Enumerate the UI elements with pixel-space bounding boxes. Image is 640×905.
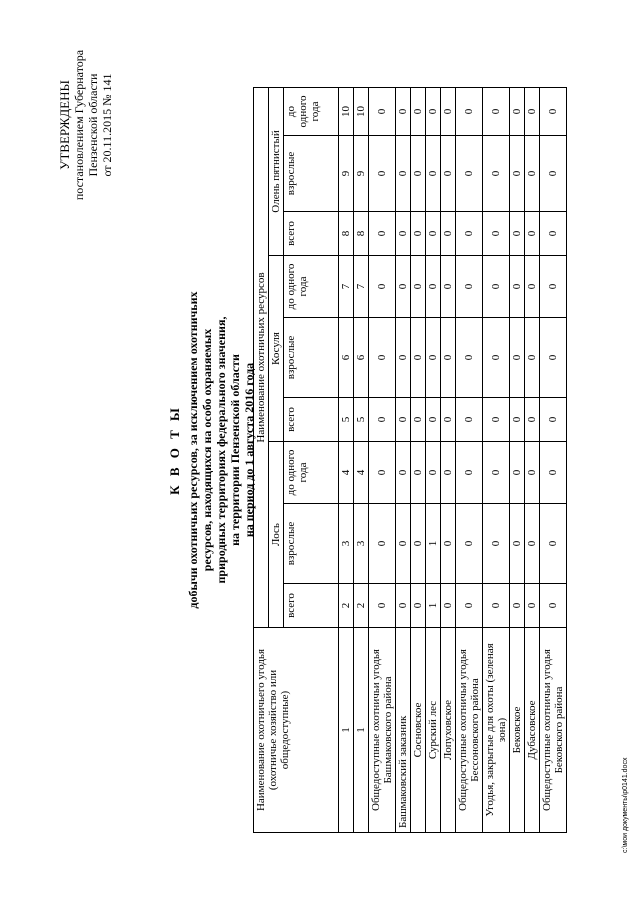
- row-quota-value: 0: [411, 584, 426, 628]
- row-hunting-ground-name: Общедоступные охотничьи угодья Бековского района: [540, 628, 567, 833]
- row-quota-value: 0: [411, 136, 426, 212]
- row-quota-value: 10: [354, 88, 369, 136]
- row-quota-value: 7: [354, 256, 369, 318]
- row-quota-value: 0: [456, 318, 483, 398]
- header-species-moose: Лось: [269, 442, 284, 628]
- quota-table: [253, 87, 567, 833]
- row-quota-value: 0: [525, 136, 540, 212]
- row-hunting-ground-name: Сурский лес: [426, 628, 441, 833]
- row-quota-value: 0: [411, 398, 426, 442]
- row-quota-value: 0: [396, 398, 411, 442]
- row-quota-value: 0: [441, 504, 456, 584]
- row-quota-value: 5: [354, 398, 369, 442]
- row-quota-value: 0: [540, 398, 567, 442]
- subheader-under-one-year: до одного года: [284, 256, 339, 318]
- row-quota-value: 0: [525, 256, 540, 318]
- row-quota-value: 0: [483, 504, 510, 584]
- subheader-adults: взрослые: [284, 504, 339, 584]
- row-quota-value: 9: [339, 136, 354, 212]
- row-hunting-ground-name: Башмаковский заказник: [396, 628, 411, 833]
- row-quota-value: 4: [339, 442, 354, 504]
- row-quota-value: 1: [426, 504, 441, 584]
- row-quota-value: 0: [369, 504, 396, 584]
- row-quota-value: 0: [510, 88, 525, 136]
- row-quota-value: 0: [456, 136, 483, 212]
- row-quota-value: 0: [396, 584, 411, 628]
- header-species-sika-deer: Олень пятнистый: [269, 88, 284, 256]
- row-quota-value: 1: [426, 584, 441, 628]
- header-resources: Наименование охотничьих ресурсов: [254, 88, 269, 628]
- row-quota-value: 0: [369, 442, 396, 504]
- row-quota-value: 0: [483, 584, 510, 628]
- subheader-adults: взрослые: [284, 136, 339, 212]
- row-quota-value: 0: [525, 504, 540, 584]
- row-quota-value: 0: [426, 136, 441, 212]
- row-quota-value: 0: [426, 318, 441, 398]
- row-quota-value: 0: [540, 584, 567, 628]
- row-quota-value: 2: [339, 584, 354, 628]
- row-quota-value: 0: [396, 256, 411, 318]
- table-row: [456, 88, 483, 833]
- subheader-adults: взрослые: [284, 318, 339, 398]
- row-quota-value: 0: [483, 136, 510, 212]
- row-quota-value: 0: [510, 504, 525, 584]
- row-quota-value: 10: [339, 88, 354, 136]
- file-path-footer: c:\мои документы\р0141.docx: [622, 757, 629, 853]
- row-quota-value: 0: [456, 212, 483, 256]
- table-row: [426, 88, 441, 833]
- row-hunting-ground-name: Сосновское: [411, 628, 426, 833]
- approval-line: Пензенской области: [86, 73, 100, 177]
- row-hunting-ground-name: 1: [339, 628, 354, 833]
- row-quota-value: 0: [426, 256, 441, 318]
- row-quota-value: 0: [456, 88, 483, 136]
- table-row: [483, 88, 510, 833]
- row-quota-value: 0: [510, 584, 525, 628]
- row-quota-value: 0: [411, 504, 426, 584]
- row-hunting-ground-name: Общедоступные охотничьи угодья Башмаковского района: [369, 628, 396, 833]
- row-quota-value: 5: [339, 398, 354, 442]
- row-quota-value: 0: [525, 212, 540, 256]
- row-quota-value: 0: [369, 398, 396, 442]
- table-row: [540, 88, 567, 833]
- row-quota-value: 0: [411, 442, 426, 504]
- table-row: [396, 88, 411, 833]
- row-quota-value: 6: [339, 318, 354, 398]
- approval-line: постановлением Губернатора: [72, 49, 86, 201]
- row-quota-value: 0: [483, 256, 510, 318]
- row-quota-value: 0: [396, 136, 411, 212]
- row-quota-value: 0: [510, 442, 525, 504]
- row-quota-value: 0: [525, 318, 540, 398]
- row-quota-value: 0: [396, 504, 411, 584]
- row-quota-value: 0: [510, 212, 525, 256]
- row-quota-value: 0: [369, 256, 396, 318]
- table-row: [525, 88, 540, 833]
- table-row: [510, 88, 525, 833]
- subheader-total: всего: [284, 398, 339, 442]
- row-quota-value: 0: [525, 584, 540, 628]
- row-quota-value: 0: [456, 398, 483, 442]
- title-line: природных территориях федерального значения,: [214, 316, 228, 584]
- row-quota-value: 0: [456, 256, 483, 318]
- row-quota-value: 0: [540, 136, 567, 212]
- row-quota-value: 9: [354, 136, 369, 212]
- row-quota-value: 0: [525, 88, 540, 136]
- title-heading: К В О Т Ы: [167, 405, 182, 495]
- row-quota-value: 6: [354, 318, 369, 398]
- row-hunting-ground-name: Угодья, закрытые для охоты (зеленая зона): [483, 628, 510, 833]
- row-quota-value: 0: [396, 88, 411, 136]
- table-row: [411, 88, 426, 833]
- subheader-total: всего: [284, 584, 339, 628]
- subheader-under-one-year: до одного года: [284, 88, 339, 136]
- row-quota-value: 0: [540, 88, 567, 136]
- row-quota-value: 0: [510, 318, 525, 398]
- row-quota-value: 0: [456, 584, 483, 628]
- row-quota-value: 0: [411, 88, 426, 136]
- title-line: на территории Пензенской области: [228, 354, 242, 546]
- row-quota-value: 0: [426, 442, 441, 504]
- row-quota-value: 0: [510, 398, 525, 442]
- row-quota-value: 0: [369, 584, 396, 628]
- row-quota-value: 2: [354, 584, 369, 628]
- row-quota-value: 3: [339, 504, 354, 584]
- row-quota-value: 0: [369, 318, 396, 398]
- document-title: [168, 240, 256, 660]
- row-quota-value: 8: [354, 212, 369, 256]
- title-line: ресурсов, находящихся на особо охраняемых: [200, 328, 214, 572]
- title-line: на период до 1 августа 2016 года: [242, 362, 256, 538]
- row-quota-value: 0: [369, 88, 396, 136]
- row-quota-value: 0: [483, 398, 510, 442]
- row-quota-value: 0: [396, 442, 411, 504]
- approval-date: от 20.11.2015 № 141: [100, 73, 114, 177]
- table-row: [441, 88, 456, 833]
- row-quota-value: 0: [456, 442, 483, 504]
- row-quota-value: 0: [483, 442, 510, 504]
- row-quota-value: 0: [540, 442, 567, 504]
- row-quota-value: 0: [369, 212, 396, 256]
- row-quota-value: 0: [483, 88, 510, 136]
- row-quota-value: 0: [525, 398, 540, 442]
- row-quota-value: 0: [369, 136, 396, 212]
- table-row: [339, 88, 354, 833]
- row-quota-value: 0: [540, 318, 567, 398]
- row-quota-value: 0: [396, 212, 411, 256]
- row-quota-value: 0: [456, 504, 483, 584]
- row-quota-value: 8: [339, 212, 354, 256]
- row-quota-value: 0: [426, 212, 441, 256]
- table-row: [369, 88, 396, 833]
- row-quota-value: 0: [540, 212, 567, 256]
- row-quota-value: 0: [441, 442, 456, 504]
- row-quota-value: 0: [441, 136, 456, 212]
- subheader-total: всего: [284, 212, 339, 256]
- row-quota-value: 0: [540, 256, 567, 318]
- row-quota-value: 0: [411, 212, 426, 256]
- row-quota-value: 0: [411, 256, 426, 318]
- row-quota-value: 0: [426, 88, 441, 136]
- row-hunting-ground-name: Бековское: [510, 628, 525, 833]
- row-quota-value: 0: [441, 584, 456, 628]
- row-quota-value: 0: [441, 88, 456, 136]
- row-hunting-ground-name: 1: [354, 628, 369, 833]
- row-quota-value: 0: [441, 398, 456, 442]
- row-quota-value: 0: [441, 256, 456, 318]
- row-quota-value: 3: [354, 504, 369, 584]
- row-quota-value: 0: [426, 398, 441, 442]
- row-quota-value: 4: [354, 442, 369, 504]
- title-line: добычи охотничьих ресурсов, за исключением охотничьих: [186, 291, 200, 609]
- row-quota-value: 0: [441, 212, 456, 256]
- subheader-under-one-year: до одного года: [284, 442, 339, 504]
- approval-stamp: [58, 25, 114, 225]
- row-hunting-ground-name: Лопуховское: [441, 628, 456, 833]
- row-quota-value: 0: [540, 504, 567, 584]
- approval-title: УТВЕРЖДЕНЫ: [57, 80, 72, 170]
- row-hunting-ground-name: Дубасовское: [525, 628, 540, 833]
- row-quota-value: 0: [510, 256, 525, 318]
- table-row: [354, 88, 369, 833]
- row-hunting-ground-name: Общедоступные охотничьи угодья Бессоновского района: [456, 628, 483, 833]
- row-quota-value: 0: [396, 318, 411, 398]
- row-quota-value: 7: [339, 256, 354, 318]
- row-quota-value: 0: [441, 318, 456, 398]
- row-quota-value: 0: [483, 318, 510, 398]
- header-species-roe-deer: Косуля: [269, 256, 284, 442]
- row-quota-value: 0: [411, 318, 426, 398]
- row-quota-value: 0: [483, 212, 510, 256]
- row-quota-value: 0: [525, 442, 540, 504]
- header-hunting-ground: Наименование охотничьего угодья (охотничье хозяйство или общедоступные): [254, 628, 339, 833]
- row-quota-value: 0: [510, 136, 525, 212]
